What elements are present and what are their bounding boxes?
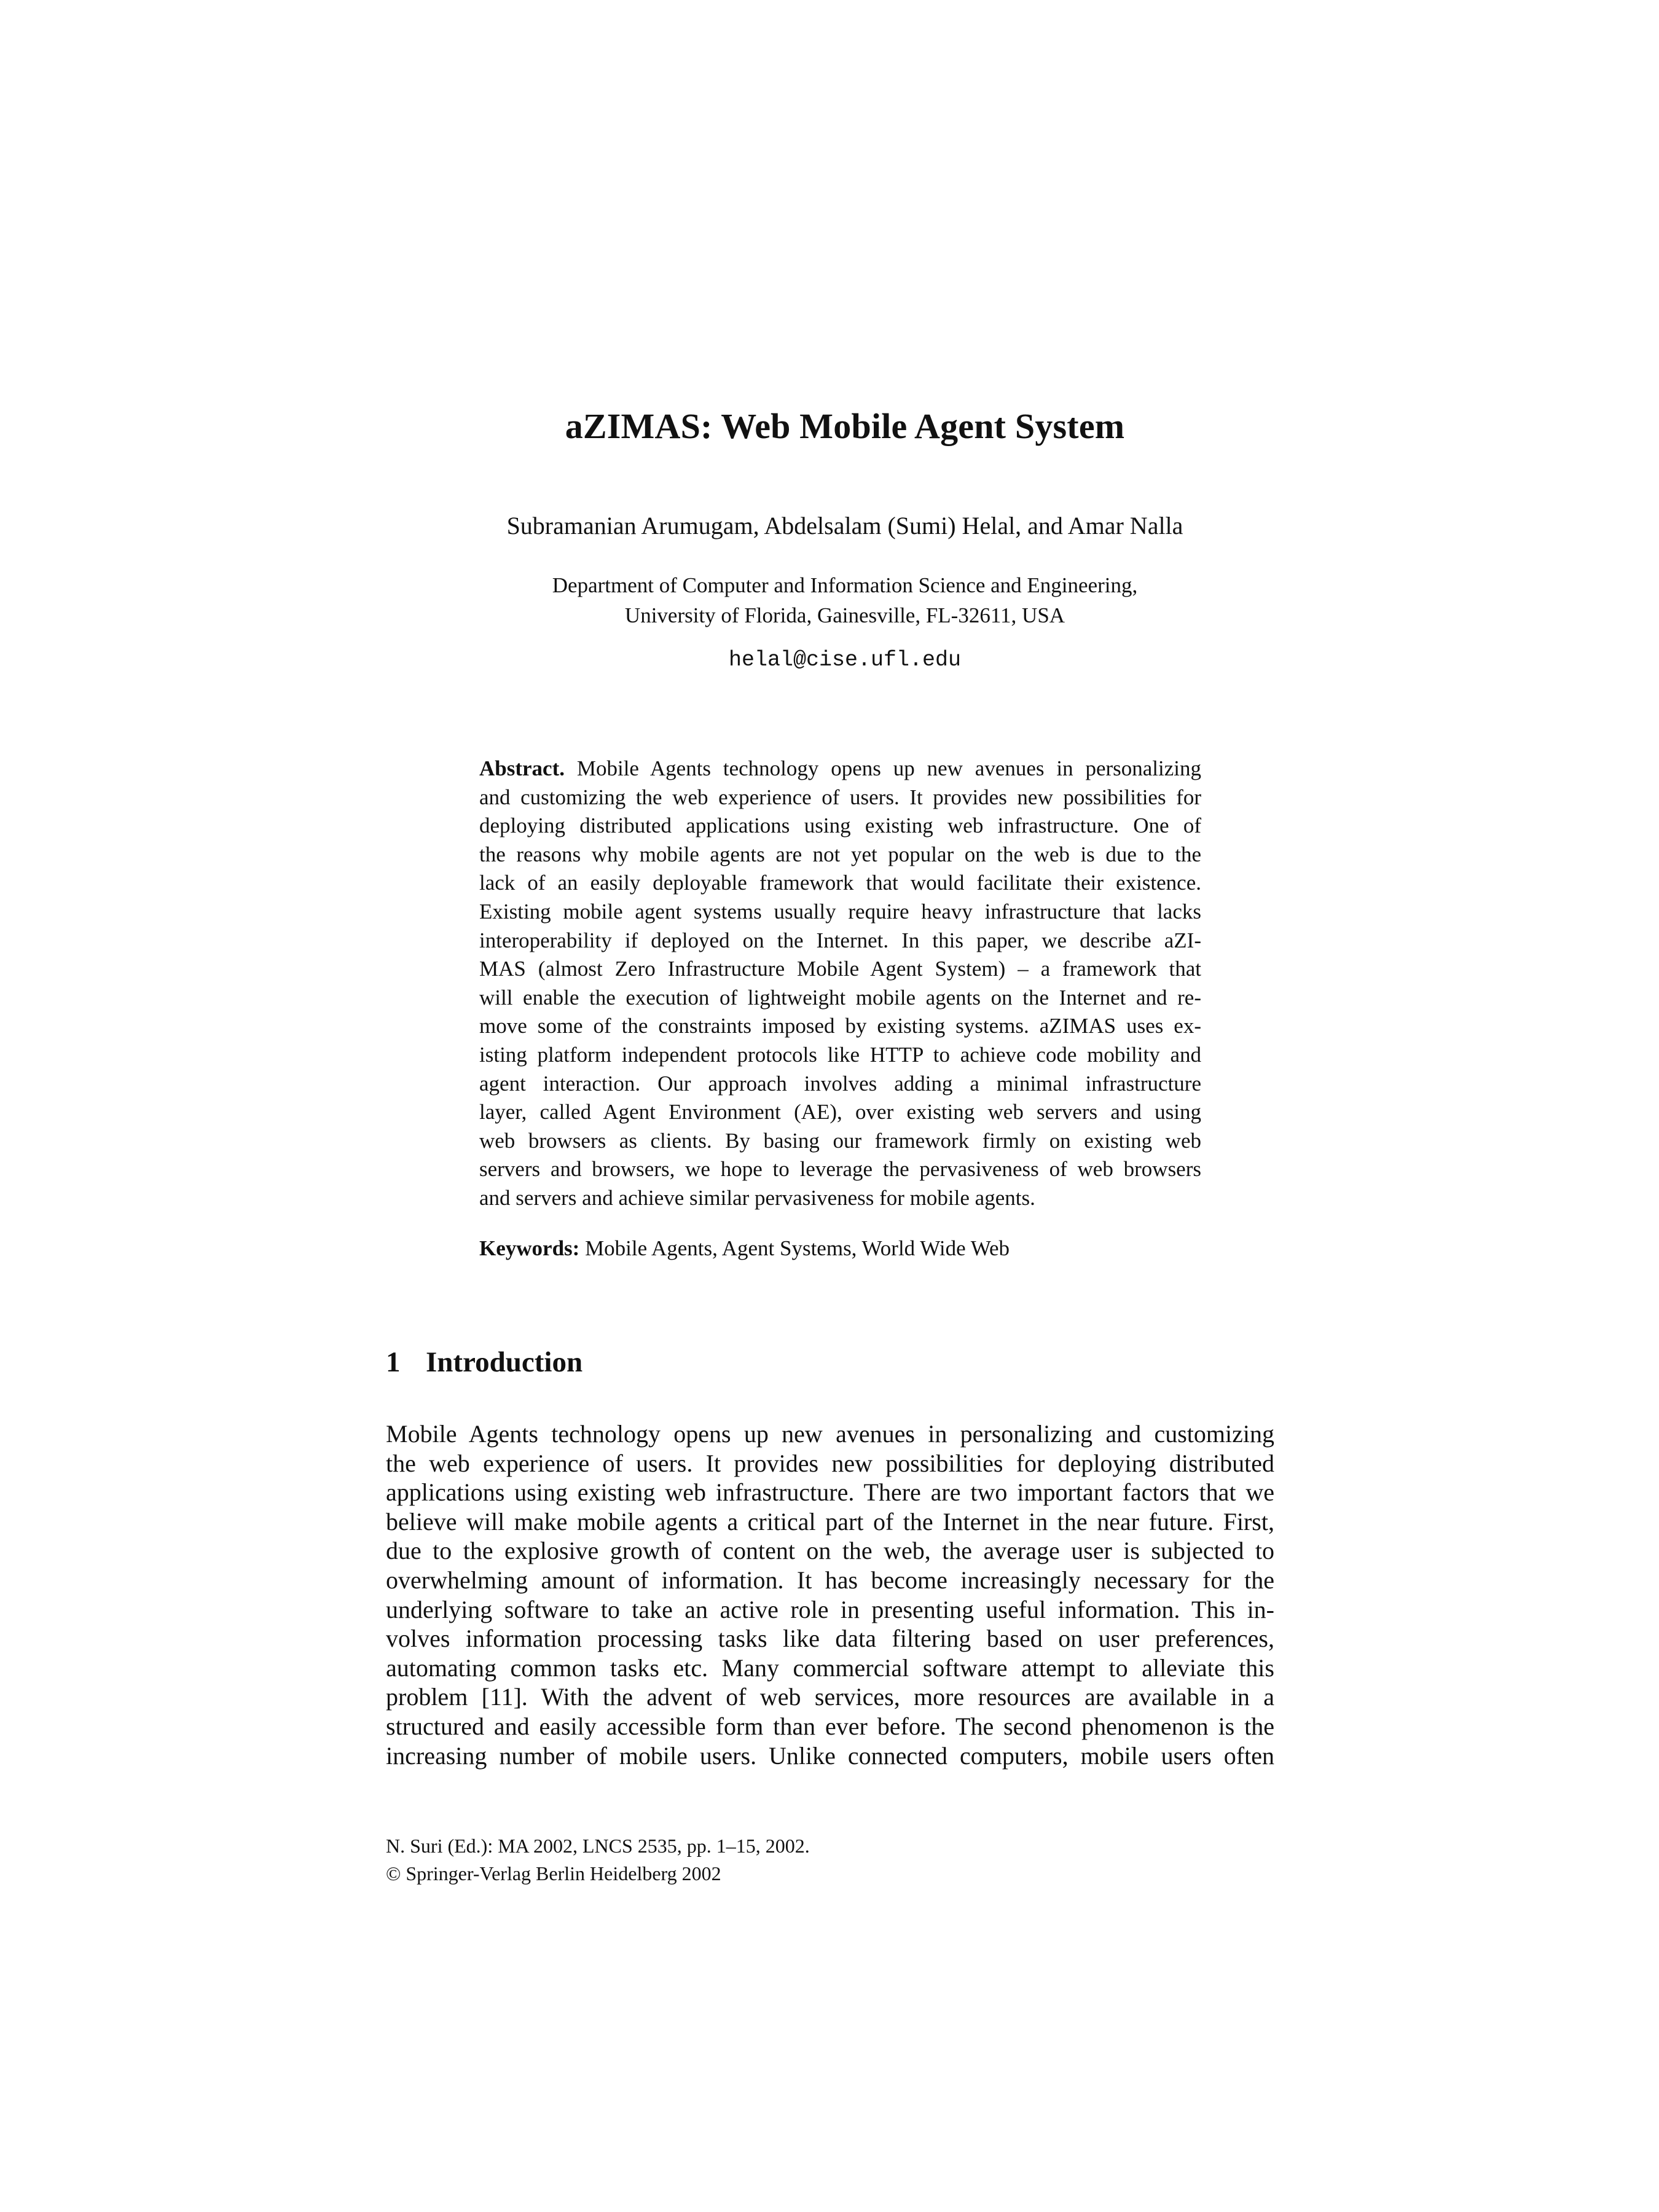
- body-line: overwhelming amount of information. It has become increasingly necessary for the: [386, 1566, 1274, 1594]
- author-email: helal@cise.ufl.edu: [728, 648, 962, 672]
- section-number: 1: [386, 1346, 401, 1378]
- body-line: underlying software to take an active role in presenting useful information. This in-: [386, 1595, 1274, 1623]
- citation-line: N. Suri (Ed.): MA 2002, LNCS 2535, pp. 1–15, 2002.: [386, 1835, 810, 1857]
- abstract-line: isting platform independent protocols like HTTP to achieve code mobility and: [479, 1042, 1201, 1067]
- author-list: Subramanian Arumugam, Abdelsalam (Sumi) Helal, and Amar Nalla: [506, 512, 1183, 539]
- body-line: problem [11]. With the advent of web services, more resources are available in a: [386, 1683, 1274, 1711]
- abstract-line: will enable the execution of lightweight mobile agents on the Internet and re-: [479, 985, 1201, 1010]
- paper-title: aZIMAS: Web Mobile Agent System: [565, 406, 1125, 446]
- abstract-line: servers and browsers, we hope to leverage the pervasiveness of web browsers: [479, 1157, 1201, 1182]
- abstract-line: Existing mobile agent systems usually require heavy infrastructure that lacks: [479, 899, 1201, 924]
- abstract-line: interoperability if deployed on the Internet. In this paper, we describe aZI-: [479, 928, 1201, 952]
- affiliation-line: University of Florida, Gainesville, FL-32611, USA: [624, 603, 1065, 627]
- body-line: the web experience of users. It provides new possibilities for deploying distributed: [386, 1449, 1274, 1477]
- abstract-first-line-text: Mobile Agents technology opens up new avenues in personalizing: [565, 756, 1201, 780]
- abstract-line: lack of an easily deployable framework that would facilitate their existence.: [479, 871, 1201, 895]
- body-line: applications using existing web infrastructure. There are two important factors that we: [386, 1478, 1274, 1507]
- abstract-label: Abstract.: [479, 756, 565, 780]
- abstract-line: MAS (almost Zero Infrastructure Mobile Agent System) – a framework that: [479, 957, 1201, 981]
- keywords-text: Mobile Agents, Agent Systems, World Wide Web: [579, 1236, 1010, 1260]
- abstract-line: move some of the constraints imposed by existing systems. aZIMAS uses ex-: [479, 1014, 1201, 1038]
- body-line: Mobile Agents technology opens up new avenues in personalizing and customizing: [386, 1420, 1274, 1448]
- abstract-line: the reasons why mobile agents are not yet popular on the web is due to the: [479, 842, 1201, 866]
- body-line: automating common tasks etc. Many commercial software attempt to alleviate this: [386, 1653, 1274, 1682]
- body-line: believe will make mobile agents a critical part of the Internet in the near future. First,: [386, 1507, 1274, 1535]
- body-line: increasing number of mobile users. Unlike connected computers, mobile users often: [386, 1741, 1274, 1770]
- affiliation-line: Department of Computer and Information Science and Engineering,: [552, 573, 1138, 597]
- body-line: structured and easily accessible form than ever before. The second phenomenon is the: [386, 1712, 1274, 1740]
- abstract: [479, 755, 1201, 1213]
- body-line: volves information processing tasks like data filtering based on user preferences,: [386, 1625, 1274, 1653]
- abstract-line: layer, called Agent Environment (AE), over existing web servers and using: [479, 1100, 1201, 1124]
- keywords-label: Keywords:: [479, 1236, 580, 1260]
- abstract-line: and servers and achieve similar pervasiveness for mobile agents.: [479, 1185, 1035, 1210]
- abstract-line: and customizing the web experience of users. It provides new possibilities for: [479, 785, 1201, 809]
- page-footer: [386, 1832, 810, 1888]
- keywords: [479, 1236, 1201, 1261]
- introduction-body: [386, 1419, 1274, 1770]
- section-heading-introduction: [386, 1346, 582, 1379]
- abstract-line: web browsers as clients. By basing our framework firmly on existing web: [479, 1128, 1201, 1153]
- abstract-line: [479, 755, 1201, 783]
- body-line: due to the explosive growth of content on the web, the average user is subjected to: [386, 1537, 1274, 1565]
- abstract-line: agent interaction. Our approach involves adding a minimal infrastructure: [479, 1071, 1201, 1096]
- affiliation: [0, 570, 1659, 630]
- section-title: Introduction: [426, 1346, 583, 1378]
- abstract-line: deploying distributed applications using existing web infrastructure. One of: [479, 814, 1201, 838]
- copyright-line: © Springer-Verlag Berlin Heidelberg 2002: [386, 1862, 721, 1885]
